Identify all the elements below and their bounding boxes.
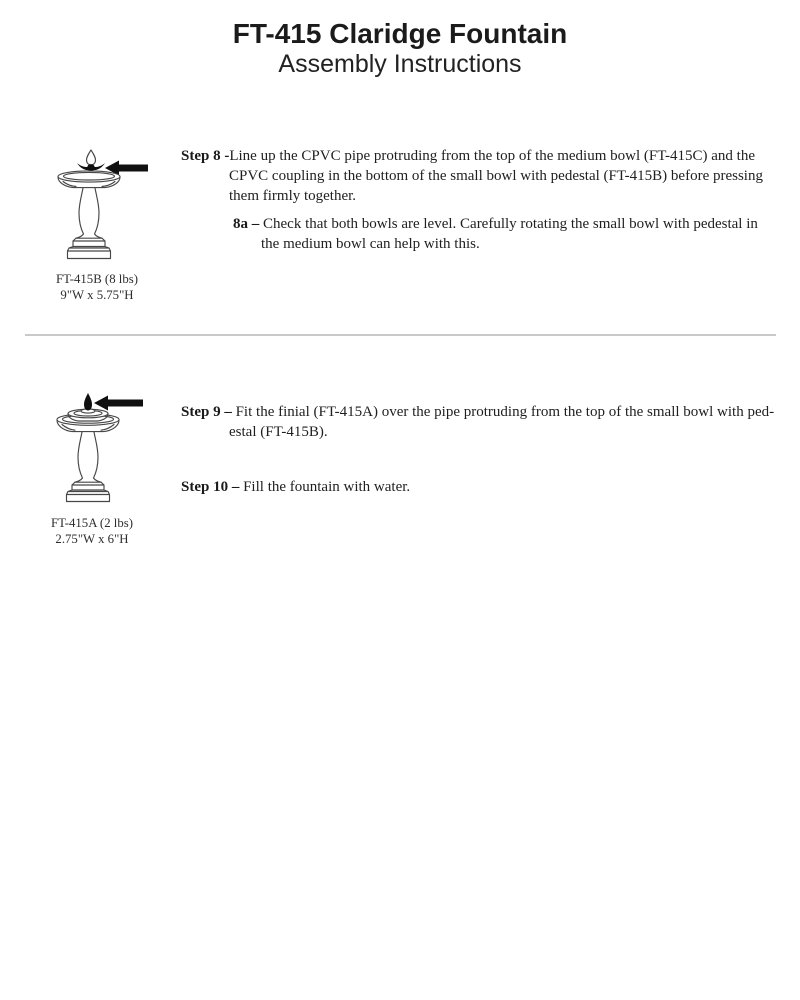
step-9-line-2: estal (FT-415B). <box>229 424 328 440</box>
page-header <box>0 18 800 79</box>
fountain-small-bowl-highlighted-icon <box>52 148 148 262</box>
step-8a-label: 8a – <box>233 216 260 232</box>
step-8a-line-1: Check that both bowls are level. Carefully rotating the small bowl with pedestal in <box>263 216 758 232</box>
step-8-line-1: Line up the CPVC pipe protruding from the top of the medium bowl (FT-415C) and the <box>229 148 755 164</box>
step-10-label: Step 10 – <box>181 479 240 495</box>
step-9 <box>181 402 796 442</box>
step-8-label: Step 8 - <box>181 148 230 164</box>
part-number: FT-415B (8 lbs) <box>55 272 138 286</box>
step-8a-line-2: the medium bowl can help with this. <box>261 236 480 252</box>
pedestal-base <box>67 482 110 501</box>
fountain-finial-highlighted-icon <box>50 390 146 512</box>
step-9-10-block <box>181 402 796 497</box>
step-9-line-1: Fit the finial (FT-415A) over the pipe protruding from the top of the small bowl with ped- <box>235 404 775 420</box>
figure-caption <box>30 272 164 303</box>
part-number: FT-415A (2 lbs) <box>50 516 133 530</box>
step-8 <box>181 146 796 206</box>
step-10 <box>181 477 796 497</box>
part-dimensions: 9"W x 5.75"H <box>60 287 134 302</box>
step-8-line-3: them firmly together. <box>229 188 357 204</box>
part-dimensions: 2.75"W x 6"H <box>55 531 129 546</box>
finial-highlight <box>84 393 92 411</box>
page-subtitle: Assembly Instructions <box>278 50 522 78</box>
pedestal-column <box>75 432 101 482</box>
pedestal-base <box>68 238 111 258</box>
section-divider <box>25 334 776 336</box>
page-title: FT-415 Claridge Fountain <box>232 18 568 49</box>
arrow-icon <box>94 396 143 411</box>
finial-outline <box>87 150 96 165</box>
pedestal-column <box>76 188 102 238</box>
step-8-line-2: CPVC coupling in the bottom of the small bowl with pedestal (FT-415B) before pressing <box>229 168 763 184</box>
step-8a <box>233 214 796 254</box>
step-9-label: Step 9 – <box>181 404 232 420</box>
step-8-block <box>181 146 796 254</box>
step-10-line-1: Fill the fountain with water. <box>243 479 411 495</box>
figure-caption <box>25 516 159 547</box>
